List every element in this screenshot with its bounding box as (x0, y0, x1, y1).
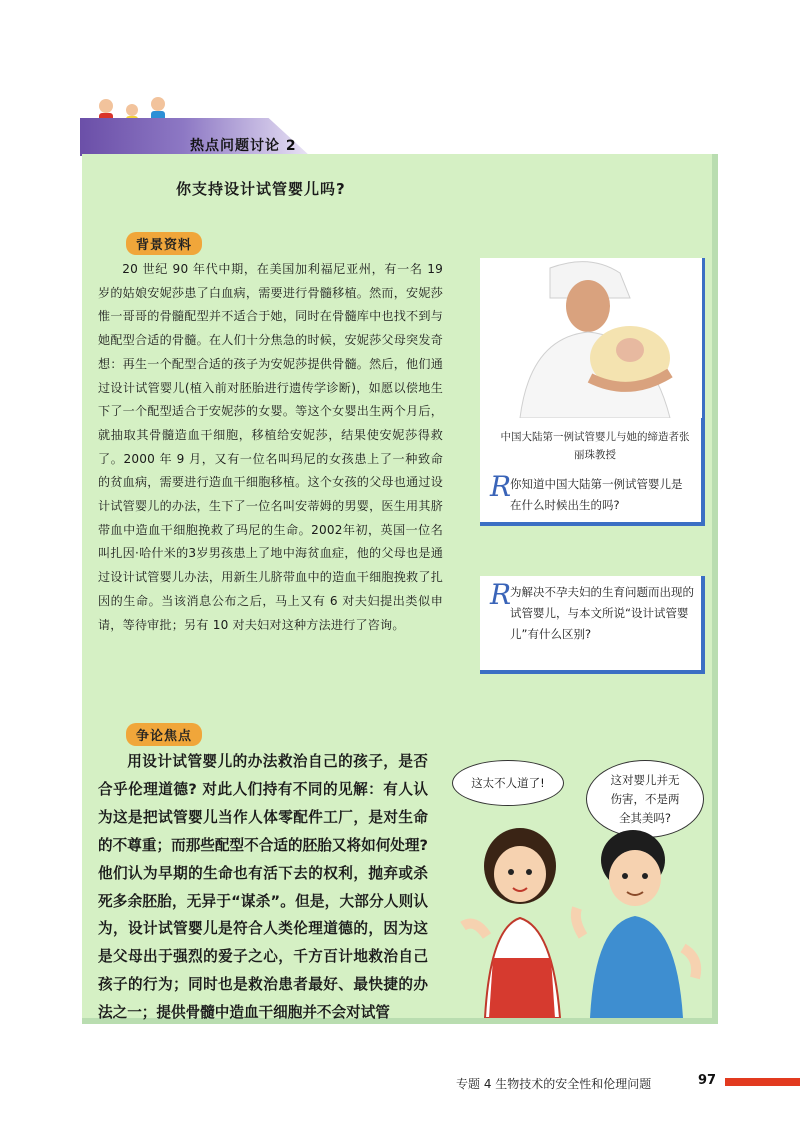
background-paragraph: 20 世纪 90 年代中期，在美国加利福尼亚州，有一名 19 岁的姑娘安妮莎患了白血病，需要进行骨髓移植。然而，安妮莎惟一哥哥的骨髓配型并不适合于她，同时在骨髓库中也找不到与她配型合适的骨髓。在人们十分焦急的时候，安妮莎父母突发奇想：再生一个配型合适的孩子为安妮莎提供骨髓。然后，他们通过设计试管婴儿(植入前对胚胎进行遗传学诊断)，如愿以偿地生下了一个配型适合于安妮莎的女婴。等这个女婴出生两个月后，就抽取其骨髓造血干细胞，移植给安妮莎，结果使安妮莎得救了。2000 年 9 月，又有一位名叫玛尼的女孩患上了一种致命的贫血病，需要进行造血干细胞移植。这个女孩的父母也通过设计试管婴儿的办法，生下了一位名叫安蒂姆的男婴，医生用其脐带血中造血干细胞挽救了玛尼的生命。2002年初，英国一位名叫扎因·哈什米的3岁男孩患上了地中海贫血症，他的父母也是通过设计试管婴儿办法，用新生儿脐带血中的造血干细胞挽救了扎因的生命。当该消息公布之后，马上又有 6 对夫妇提出类似申请，等待审批；另有 10 对夫妇对这种方法进行了咨询。 (98, 262, 443, 632)
photo-caption: 中国大陆第一例试管婴儿与她的缔造者张丽珠教授 (500, 431, 690, 461)
speech-bubble-left: 这太不人道了! (452, 760, 564, 806)
question-r-icon-2: R (490, 578, 512, 611)
footer-chapter-title: 专题 4 生物技术的安全性和伦理问题 (456, 1077, 652, 1091)
page-title: 你支持设计试管婴儿吗? (176, 180, 346, 198)
footer-accent-bar (725, 1078, 800, 1086)
section-header-label: 热点问题讨论 2 (190, 138, 297, 154)
cartoon-children-illustration (455, 808, 705, 1018)
question-first-ivf-baby: 你知道中国大陆第一例试管婴儿是在什么时候出生的吗? (510, 477, 683, 512)
background-section-label: 背景资料 (126, 232, 202, 255)
question-r-icon: R (490, 470, 512, 503)
question-ivf-difference: 为解决不孕夫妇的生育问题而出现的试管婴儿，与本文所说“设计试管婴儿”有什么区别? (510, 585, 694, 641)
photo-nurse-with-baby (480, 258, 702, 418)
page-number: 97 (698, 1073, 717, 1088)
dispute-section-label: 争论焦点 (126, 723, 202, 746)
speech-bubble-right-text: 这对婴儿并无伤害，不是两全其美吗? (610, 772, 680, 825)
dispute-paragraph: 用设计试管婴儿的办法救治自己的孩子，是否合乎伦理道德? 对此人们持有不同的见解：有人认为这是把试管婴儿当作人体零配件工厂，是对生命的不尊重；而那些配型不合适的胚胎又将如何处理? 他们认为早期的生命也有活下去的权利，抛弃或杀死多余胚胎，无异于“谋杀”。但是，大部分人则认为，设计试管婴儿是符合人类伦理道德的，因为这是父母出于强烈的爱子之心，千方百计地救治自己孩子的行为；同时也是救治患者最好、最快捷的办法之一；提供骨髓中造血干细胞并不会对试管 (98, 753, 428, 1022)
